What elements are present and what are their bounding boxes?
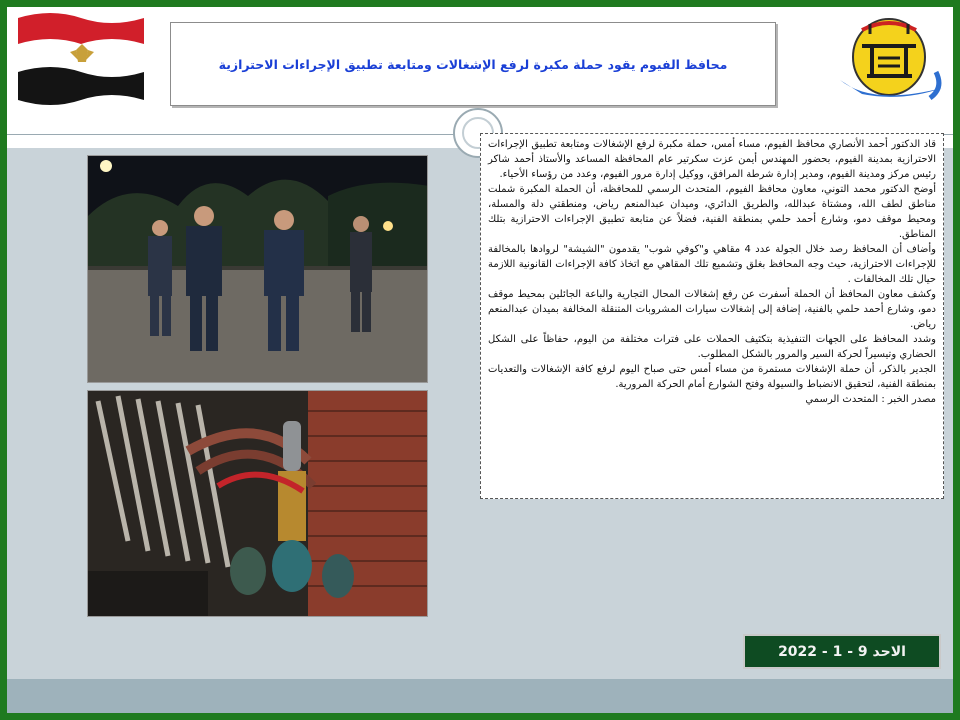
bottom-strip [7,679,953,713]
article-paragraph: أوضح الدكتور محمد التوني، معاون محافظ الفيوم، المتحدث الرسمي للمحافظة، أن الحملة المكبرة شملت مناطق لطف الله، ومشتاة عبدالله، والطريق الدائري، وميدان عبدالمنعم رياض، ومنطقتي دلة والمسلة، ومحيط موقف دمو، وشارع أحمد حلمي بمنطقة الفنية، فضلاً عن متابعة تطبيق الإجراءات الاحترازية بتلك المناطق. [488,184,936,240]
news-slide [7,7,953,713]
article-paragraph: وكشف معاون المحافظ أن الحملة أسفرت عن رفع إشغالات المحال التجارية والباعة الجائلين بمحيط موقف دمو، وشارع أحمد حلمي بالفنية، إضافة إلى إشغالات سيارات المشروبات المتنقلة المخالفة بميدان عبدالمنعم رياض. [488,289,936,330]
article-paragraph: قاد الدكتور أحمد الأنصاري محافظ الفيوم، مساء أمس، حملة مكبرة لرفع الإشغالات ومتابعة تطبيق الإجراءات الاحترازية بمدينة الفيوم، بحضور المهندس أيمن عزت سكرتير عام المحافظة المساعد والأستاذ أحمد شاكر رئيس مركز ومدينة الفيوم، ومدير إدارة شرطة المرافق، ووكيل إدارة مرور الفيوم، وعدد من رؤساء الأحياء. [488,139,936,180]
article-body [480,133,944,499]
headline: محافظ الفيوم يقود حملة مكبرة لرفع الإشغالات ومتابعة تطبيق الإجراءات الاحترازية [218,56,728,72]
headline-box [170,22,776,106]
article-paragraph: وشدد المحافظ على الجهات التنفيذية بتكثيف الحملات على فترات مختلفة من اليوم، حفاظاً على الشكل الحضاري وتيسيراً لحركة السير والمرور بالشكل المطلوب. [488,334,936,360]
inspection-photo [87,155,428,383]
hookah-seizure-photo [87,390,428,617]
date-text: الاحد 9 - 1 - 2022 [778,643,906,660]
article-paragraph: الجدير بالذكر، أن حملة الإشغالات مستمرة من مساء أمس حتى صباح اليوم لرفع كافة الإشغالات والتعديات بمنطقة الفنية، لتحقيق الانضباط والسيولة وفتح الشوارع أمام الحركة المرورية. [488,364,936,390]
news-source: مصدر الخبر : المتحدث الرسمي [805,394,936,405]
date-badge [743,634,941,669]
fayoum-governorate-logo-icon [832,10,947,108]
egypt-flag-icon [16,10,146,105]
article-paragraph: وأضاف أن المحافظ رصد خلال الجولة عدد 4 مقاهي و"كوفي شوب" يقدمون "الشيشة" لروادها بالمخالفة للإجراءات الاحترازية، حيث وجه المحافظ بغلق وتشميع تلك المقاهي مع اتخاذ كافة الإجراءات القانونية اللازمة حيال تلك المخالفات . [488,244,937,285]
